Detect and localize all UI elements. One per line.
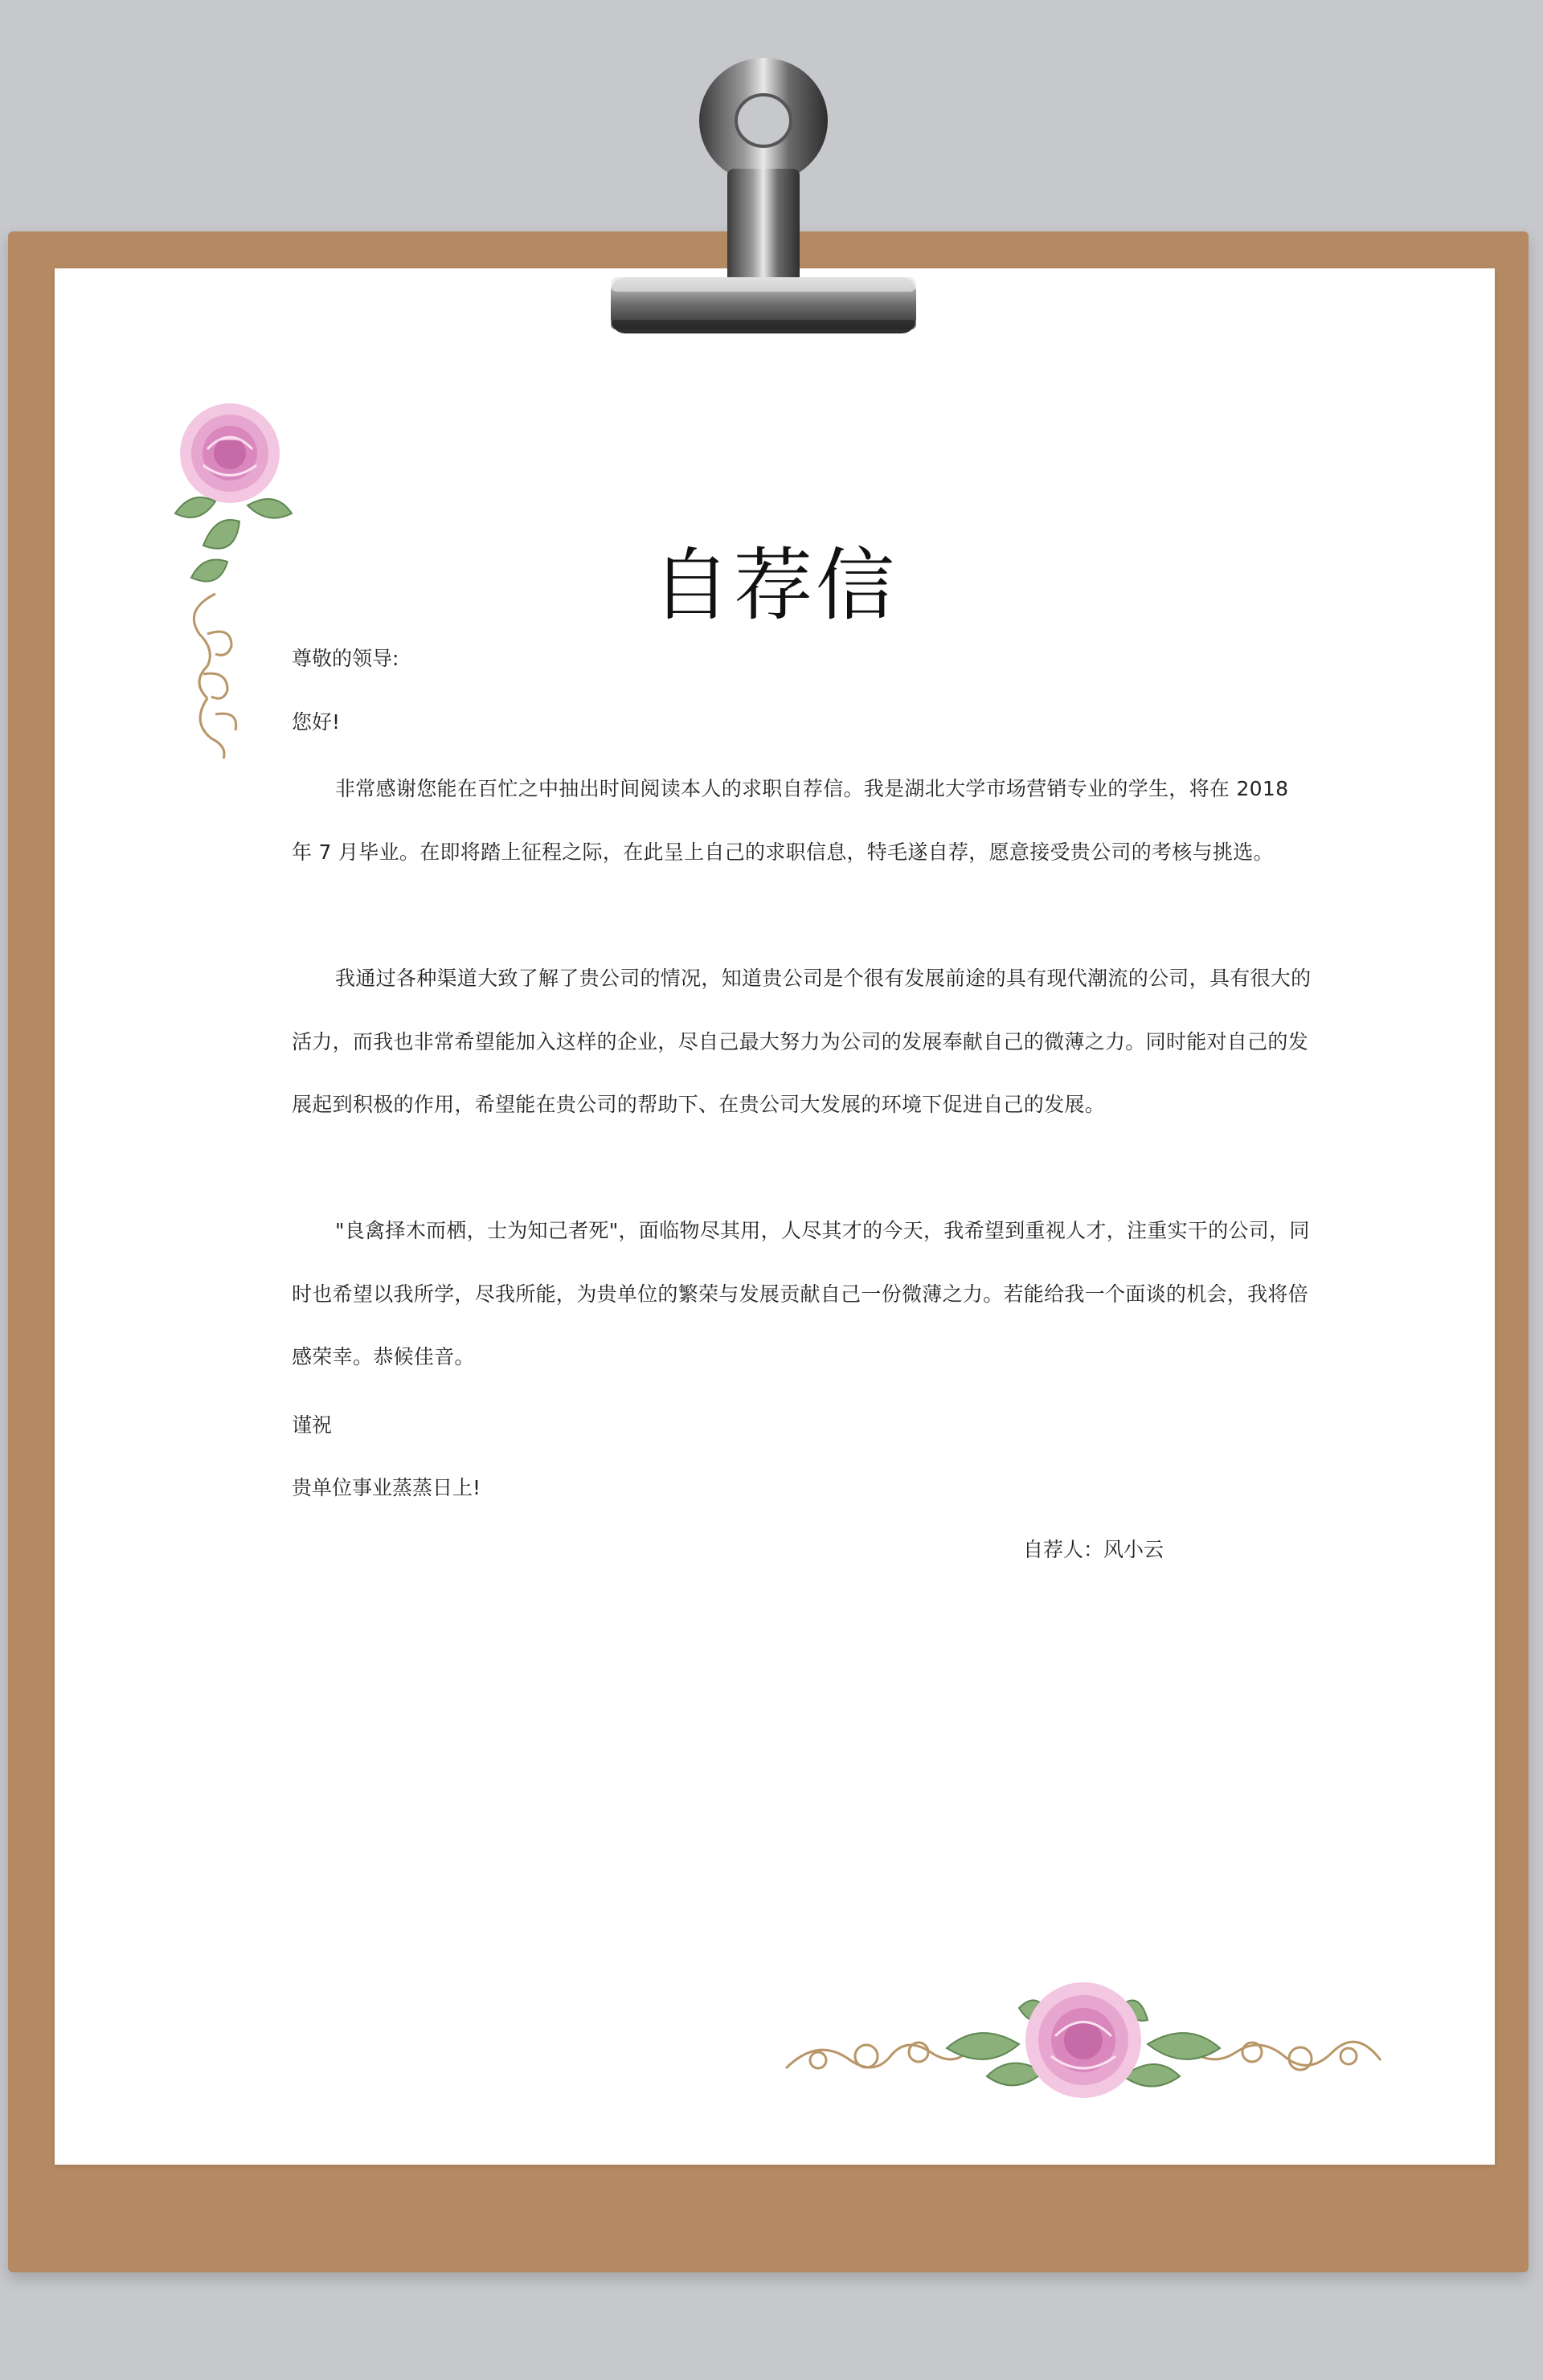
paragraph-2: 我通过各种渠道大致了解了贵公司的情况，知道贵公司是个很有发展前途的具有现代潮流的公司，具有很大的活力，而我也非常希望能加入这样的企业，尽自己最大努力为公司的发展奉献自己的微薄之力。同时能对自己的发展起到积极的作用，希望能在贵公司的帮助下、在贵公司大发展的环境下促进自己的发展。 — [292, 967, 1312, 1116]
rose-scroll-ornament — [770, 1972, 1397, 2124]
wish-line: 贵单位事业蒸蒸日上! — [292, 1476, 481, 1499]
rose-flower-icon — [180, 403, 280, 503]
letter-page — [55, 268, 1495, 2165]
salutation: 尊敬的领导: — [292, 647, 399, 670]
greeting: 您好! — [292, 710, 341, 734]
paragraph-3: "良禽择木而栖，士为知己者死"，面临物尽其用，人尽其才的今天，我希望到重视人才，注重实干的公司，同时也希望以我所学，尽我所能，为贵单位的繁荣与发展贡献自己一份微薄之力。若能给我一个面谈的机会，我将倍感荣幸。恭候佳音。 — [292, 1219, 1310, 1368]
rose-flower-icon — [1025, 1982, 1141, 2098]
binder-clip-icon — [579, 48, 948, 354]
closing: 谨祝 — [292, 1413, 333, 1437]
letter-title: 自荐信 — [651, 540, 898, 632]
paragraph-1: 非常感谢您能在百忙之中抽出时间阅读本人的求职自荐信。我是湖北大学市场营销专业的学生，将在 2018 年 7 月毕业。在即将踏上征程之际，在此呈上自己的求职信息，特毛遂自荐，愿意接受贵公司的考核与挑选。 — [292, 777, 1289, 864]
signature: 自荐人：风小云 — [1023, 1538, 1164, 1561]
